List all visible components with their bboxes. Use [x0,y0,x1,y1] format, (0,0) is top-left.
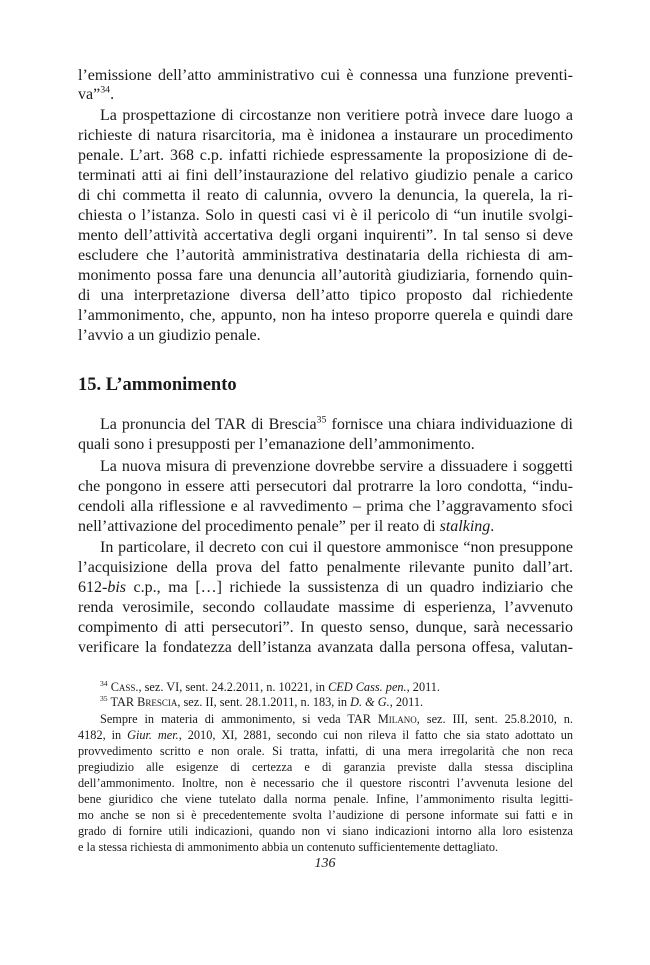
section-heading: 15. L’ammonimento [78,375,237,395]
journal-title: CED Cass. pen. [328,680,407,694]
text-segment: , sez. II, sent. 28.1.2011, n. 183, in [177,695,351,709]
body-text-line: l’acquisizione della prova del fatto penalmente rilevante punito dall’art. [78,559,573,576]
body-text-line: terminati atti ai fini dell’instaurazione del relativo giudizio penale a carico [78,167,573,184]
footnote-text-line: bene giuridico che viene tutelato dalla norma penale. Infine, l’ammonimento risulta legitti- [78,792,573,806]
text-segment: TAR [107,695,138,709]
footnote-34 [100,680,573,694]
text-segment: , sez. III, sent. 25.8.2010, n. [416,712,573,726]
body-text-line: La prospettazione di circostanze non veritiere potrà invece dare luogo a [100,107,573,124]
page-number: 136 [314,856,336,871]
body-text-line: di chi commetta il reato di calunnia, ovvero la denuncia, la querela, la ri- [78,187,573,204]
text-segment: , sez. VI, sent. 24.2.2011, n. 10221, in [138,680,329,694]
body-text-line: penale. L’art. 368 c.p. infatti richiede espressamente la proposizione di de- [78,147,573,164]
body-text-line: l’emissione dell’atto amministrativo cui è connessa una funzione preventi- [78,67,573,84]
text-segment: Sempre in materia di ammonimento, si veda TAR [100,712,378,726]
body-text-line [78,518,573,536]
text-segment: , 2011. [389,695,424,709]
text-segment: , 2010, XI, 2881, secondo cui non rileva il fatto che sia stato adottato un [178,728,573,742]
body-text-line [78,579,573,597]
footnote-ref-35: 35 [316,414,327,426]
text-segment: nell’attivazione del procedimento penale” per il reato di [78,518,440,535]
footnote-text-line [78,728,573,742]
body-text-line [78,86,573,104]
body-text-line: escludere che l’autorità amministrativa destinataria della richiesta di am- [78,247,573,264]
footnote-text-line: grado di fornire utili indicazioni, quando non vi siano indicazioni intorno alla loro esistenza [78,824,573,838]
footnote-text-line: provvedimento scritto e non orale. Si tratta, infatti, di una mera irregolarità che non reca [78,744,573,758]
journal-title: D. & G. [350,695,390,709]
body-text-line: che pongono in essere atti persecutori dal protrarre la loro condotta, “indu- [78,478,573,495]
footnote-number: 35 [100,693,108,703]
text-segment: , 2011. [406,680,441,694]
body-text-line: quali sono i presupposti per l’emanazione dell’ammonimento. [78,436,475,453]
footnote-ref-34: 34 [100,84,111,96]
body-text-line: mento dell’attività accertativa degli organi inquirenti”. In tal senso si deve [78,227,573,244]
footnote-text-line: dell’ammonimento. Inoltre, non è necessario che il questore riscontri l’avvenuta lesione del [78,776,573,790]
body-text-line: La nuova misura di prevenzione dovrebbe servire a dissuadere i soggetti [100,458,573,475]
text-segment: 612- [78,579,108,596]
body-text-line: richieste di natura risarcitoria, ma è inidonea a instaurare un procedimento [78,127,573,144]
body-text-line: di una interpretazione diversa dell’atto tipico proposto dal richiedente [78,287,573,304]
text-segment: fornisce una chiara individuazione di [326,416,573,433]
text-segment: . [110,86,115,103]
italic-term: bis [107,579,126,596]
footnote-number: 34 [100,678,108,688]
text-segment: 4182, in [78,728,128,742]
footnote-text-line: pregiudizio alle esigenze di certezza e di garanzia previste dalla stessa disciplina [78,760,573,774]
body-text-line: compimento di atti persecutori”. In questo senso, dunque, sarà necessario [78,619,573,636]
footnote-text-line [100,712,573,726]
body-text-line: chiesta o l’istanza. Solo in questi casi vi è il pericolo di “un inutile svolgi- [78,207,573,224]
body-text-line: verificare la fondatezza dell’istanza avanzata dalla persona offesa, valutan- [78,639,573,656]
body-text-line: l’avvio a un giudizio penale. [78,327,261,344]
court-name: Milano [377,712,417,726]
footnote-35 [100,695,573,709]
text-segment: va” [78,86,101,103]
footnote-text-line: mo anche se non si è precedentemente svolta l’audizione di persone informate sui fatti e in [78,808,573,822]
journal-title: Giur. mer. [127,728,179,742]
body-text-line: monimento possa fare una denuncia all’autorità giudiziaria, fornendo quin- [78,267,573,284]
body-text-line [100,416,573,434]
text-segment: . [490,518,495,535]
text-segment: La pronuncia del TAR di Brescia [100,416,317,433]
body-text-line: l’ammonimento, che, appunto, non ha inteso proporre querela e quindi dare [78,307,573,324]
footnote-text-line: e la stessa richiesta di ammonimento abbia un contenuto sufficientemente dettagliato. [78,840,499,854]
court-name: Brescia [137,695,178,709]
text-segment: c.p., ma […] richiede la sussistenza di un quadro indiziario che [126,579,573,596]
italic-term: stalking [439,518,491,535]
court-name: Cass. [110,680,139,694]
body-text-line: In particolare, il decreto con cui il questore ammonisce “non presuppone [100,539,573,556]
body-text-line: cendoli alla riflessione e al ravvedimento – prima che l’aggravamento sfoci [78,498,573,515]
body-text-line: renda verosimile, secondo collaudate massime di esperienza, l’avvenuto [78,599,573,616]
